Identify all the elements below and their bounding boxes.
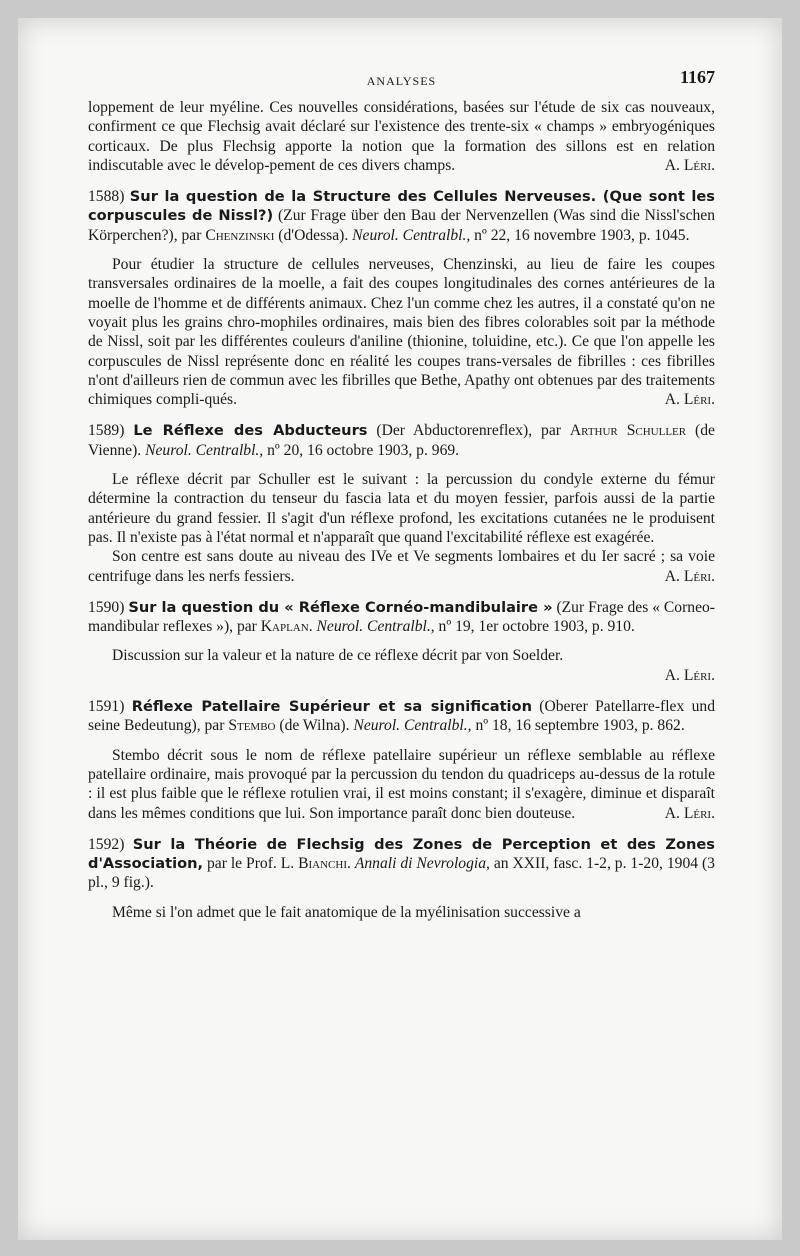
entry-heading — [88, 697, 715, 736]
journal-name: Neurol. Centralbl., — [352, 226, 471, 244]
entry-title: Sur la question de la Structure des Cellules Nerveuses. (Que sont les corpuscules de Nissl?) — [88, 188, 715, 225]
reference-citation: nº 20, 16 octobre 1903, p. 969. — [267, 441, 460, 459]
entry-1588 — [88, 187, 715, 409]
entry-heading — [88, 187, 715, 245]
entry-title: Sur la Théorie de Flechsig des Zones de Perception et des Zones d'Association, — [88, 835, 715, 873]
continuation-text: loppement de leur myéline. Ces nouvelles considérations, basées sur l'étude de six cas nouveaux, confirment ce que Flechsig avait déclaré sur l'existence des trente-six « champs » embryogéniques corticaux. De plus Flechsig apporte la notion que la formation des sillons est en relation indiscutable avec le dévelop-pement de ces divers champs. — [88, 99, 715, 174]
reference-location: (de Vienne). — [88, 422, 715, 459]
entry-1591 — [88, 697, 715, 823]
signature: A. Léri. — [664, 567, 715, 585]
author-name: L. Bianchi. — [280, 855, 351, 873]
journal-name: Neurol. Centralbl., — [316, 618, 435, 636]
entry-body-text: Pour étudier la structure de cellules nerveuses, Chenzinski, au lieu de faire les coupes transversales ordinaires de la moelle, a fait des coupes longitudinales des cornes antérieures de la moelle de l'homme et de différents animaux. Chez l'un comme chez les autres, il a constaté qu'on ne voyait plus les grains chro-mophiles ordinaires, mais bien des fibres colorables soit par la méthode de Nissl, soit par les différentes couleurs d'aniline (thionine, toluidine, etc.). Ce que l'on appelle les corpuscules de Nissl représente donc en réalité les coupes trans-versales de fibrilles : ces fibrilles n'ont d'ailleurs rien de commun avec les fibrilles que Bethe, Apathy ont obtenues par des traitements chimiques compli-qués. — [88, 256, 715, 409]
entry-heading — [88, 835, 715, 893]
running-title: ANALYSES — [366, 74, 437, 88]
journal-name: Annali di Nevrologia, — [354, 855, 490, 873]
entry-body — [88, 255, 715, 409]
signature: A. Léri. — [664, 666, 715, 684]
entry-1592 — [88, 835, 715, 922]
reference-text: (Zur Frage des « Corneo-mandibular reflexes »), par — [88, 598, 715, 636]
entry-body — [88, 470, 715, 547]
entry-title: Le Réflexe des Abducteurs — [133, 422, 368, 440]
signature: A. Léri. — [664, 391, 715, 409]
running-head — [88, 68, 715, 92]
signature: A. Léri. — [664, 156, 715, 174]
reference-citation: nº 19, 1er octobre 1903, p. 910. — [438, 618, 635, 636]
entry-heading — [88, 421, 715, 460]
signature: A. Léri. — [664, 804, 715, 822]
reference-text: (Oberer Patellarre-flex und seine Bedeutung), par — [88, 698, 715, 735]
entry-1590 — [88, 598, 715, 685]
entry-body — [88, 746, 715, 823]
scanned-page — [18, 18, 782, 1240]
reference-text: (Der Abductorenreflex), par — [376, 422, 561, 440]
entry-body-text: Stembo décrit sous le nom de réflexe patellaire supérieur un réflexe semblable au réflexe patellaire ordinaire, mais provoqué par la percussion du tendon du quadriceps au-dessus de la rotule : il est plus faible que le réflexe rotulien vrai, il est moins constant; il s'exagère, diminue et disparaît dans les mêmes conditions que lui. Son importance paraît donc bien douteuse. — [88, 746, 715, 822]
entry-number: 1591) — [88, 698, 125, 716]
reference-text: (Zur Frage über den Bau der Nervenzellen (Was sind die Nissl'schen Körperchen?), par — [88, 207, 715, 244]
page-number: 1167 — [679, 67, 715, 87]
entry-number: 1589) — [88, 422, 125, 440]
reference-text: par le Prof. — [207, 855, 277, 873]
reference-citation: an XXII, fasc. 1-2, p. 1-20, 1904 (3 pl., 9 fig.). — [88, 855, 715, 892]
entry-body-text-2: Son centre est sans doute au niveau des IVe et Ve segments lombaires et du Ier sacré ; sa voie centrifuge dans les nerfs fessiers. — [88, 548, 715, 585]
entry-title: Sur la question du « Réflexe Cornéo-mandibulaire » — [128, 598, 553, 616]
journal-name: Neurol. Centralbl., — [145, 441, 264, 459]
entry-title: Réflexe Patellaire Supérieur et sa signification — [131, 698, 532, 716]
author-name: Chenzinski — [205, 226, 275, 244]
reference-citation: nº 18, 16 septembre 1903, p. 862. — [475, 717, 685, 735]
entry-number: 1592) — [88, 835, 125, 853]
entry-body-text: Le réflexe décrit par Schuller est le suivant : la percussion du condyle externe du fémur détermine la contraction du tenseur du fascia lata et du moyen fessier, parfois aussi de la partie antérieure du grand fessier. Il s'agit d'un réflexe profond, les excitations cutanées ne le produisent pas. Il n'existe pas à l'état normal et n'apparaît que quand l'excitabilité réflexe est exagérée. — [88, 471, 715, 546]
entry-heading — [88, 598, 715, 637]
author-name: Kaplan. — [260, 618, 313, 636]
continuation-paragraph — [88, 98, 715, 175]
entry-body — [88, 903, 715, 922]
reference-citation: nº 22, 16 novembre 1903, p. 1045. — [474, 226, 690, 244]
entry-number: 1590) — [88, 598, 125, 616]
entry-body — [88, 646, 715, 665]
reference-location: (d'Odessa). — [278, 226, 349, 244]
entry-body-continued — [88, 547, 715, 586]
page-content — [88, 68, 715, 922]
author-name: Arthur Schuller — [569, 422, 687, 440]
author-name: Stembo — [228, 717, 276, 735]
entry-1589 — [88, 421, 715, 585]
entry-number: 1588) — [88, 188, 125, 206]
reference-location: (de Wilna). — [279, 717, 350, 735]
entry-body-text: Discussion sur la valeur et la nature de ce réflexe décrit par von Soelder. — [112, 647, 564, 665]
journal-name: Neurol. Centralbl., — [353, 717, 472, 735]
entry-body-text: Même si l'on admet que le fait anatomique de la myélinisation successive a — [112, 903, 581, 921]
